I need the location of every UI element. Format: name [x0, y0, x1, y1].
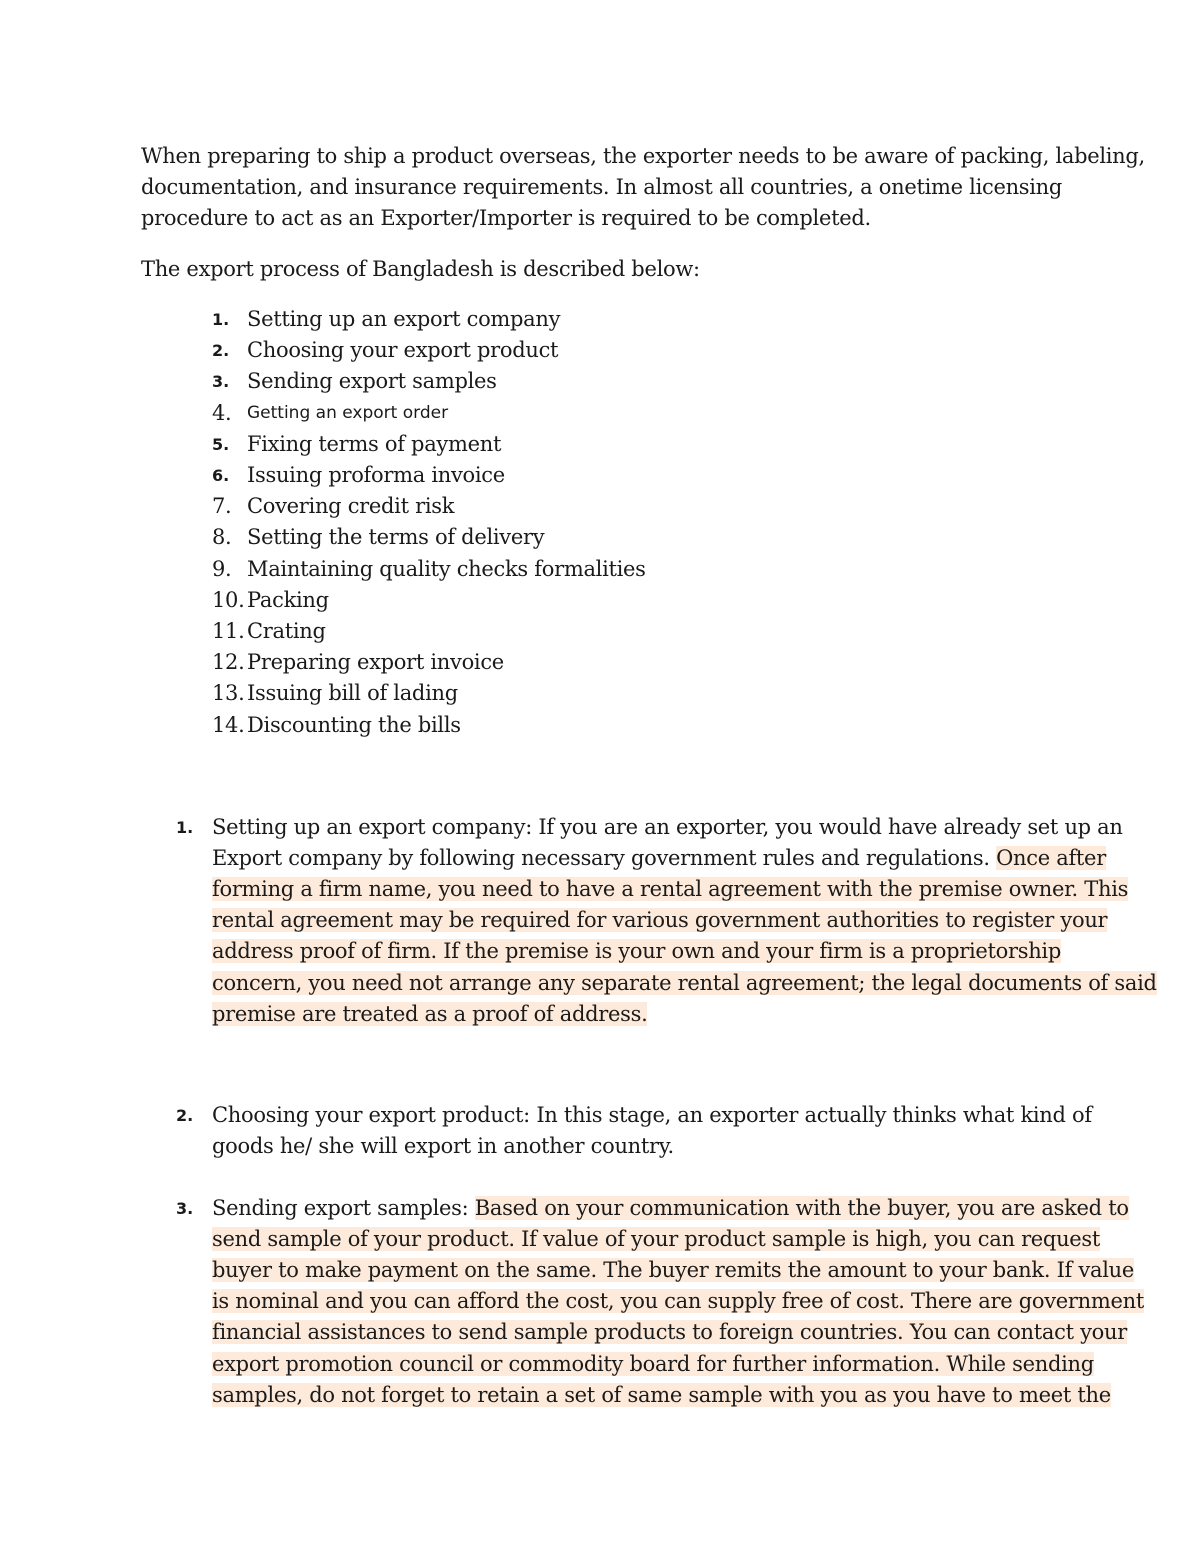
list-item-number: 7.: [212, 494, 232, 518]
section-line: [212, 874, 1128, 905]
section-text: Export company by following necessary government rules and regulations.: [212, 846, 997, 870]
highlighted-text: premise are treated as a proof of address.: [212, 1002, 648, 1026]
section-line: [212, 1286, 1144, 1317]
list-item-label: Issuing bill of lading: [247, 681, 458, 705]
intro-line: documentation, and insurance requirements. In almost all countries, a onetime licensing: [141, 175, 1063, 199]
list-item-label: Fixing terms of payment: [247, 432, 502, 456]
list-item-number: 5.: [212, 435, 230, 454]
section-line: [212, 1380, 1111, 1411]
list-item-label: Setting up an export company: [247, 307, 561, 331]
highlighted-text: forming a firm name, you need to have a rental agreement with the premise owner. This: [212, 877, 1129, 901]
section-line: [212, 905, 1107, 936]
section-number: 3.: [176, 1199, 194, 1218]
list-item-label: Maintaining quality checks formalities: [247, 557, 646, 581]
list-item-number: 14.: [212, 713, 245, 737]
list-item-number: 6.: [212, 466, 230, 485]
section-line: [212, 936, 1061, 967]
section-line: [212, 1193, 1129, 1224]
list-item-label: Setting the terms of delivery: [247, 525, 545, 549]
list-item-number: 9.: [212, 557, 232, 581]
highlighted-text: concern, you need not arrange any separate rental agreement; the legal documents of said: [212, 971, 1157, 995]
section-text: goods he/ she will export in another country.: [212, 1134, 674, 1158]
highlighted-text: buyer to make payment on the same. The buyer remits the amount to your bank. If value: [212, 1258, 1134, 1282]
section-number: 1.: [176, 818, 194, 837]
highlighted-text: rental agreement may be required for various government authorities to register your: [212, 908, 1108, 932]
section-text: Setting up an export company: If you are an exporter, you would have already set up an: [212, 815, 1123, 839]
highlighted-text: send sample of your product. If value of your product sample is high, you can request: [212, 1227, 1101, 1251]
list-item-label: Discounting the bills: [247, 713, 461, 737]
list-item-label: Choosing your export product: [247, 338, 559, 362]
section-line: [212, 1131, 674, 1162]
list-item-label: Getting an export order: [247, 403, 449, 423]
list-item-number: 4.: [212, 401, 232, 425]
list-item-number: 8.: [212, 525, 232, 549]
list-item-label: Sending export samples: [247, 369, 497, 393]
section-line: [212, 1317, 1127, 1348]
list-item-number: 12.: [212, 650, 245, 674]
section-line: [212, 968, 1157, 999]
highlighted-text: samples, do not forget to retain a set of same sample with you as you have to meet the: [212, 1383, 1111, 1407]
section-line: [212, 1349, 1094, 1380]
highlighted-text: financial assistances to send sample products to foreign countries. You can contact your: [212, 1320, 1127, 1344]
highlighted-text: export promotion council or commodity board for further information. While sending: [212, 1352, 1094, 1376]
highlighted-text: address proof of firm. If the premise is your own and your firm is a proprietorship: [212, 939, 1061, 963]
list-item-label: Crating: [247, 619, 326, 643]
section-line: [212, 1100, 1092, 1131]
list-item-number: 3.: [212, 372, 230, 391]
section-number: 2.: [176, 1106, 194, 1125]
highlighted-text: Based on your communication with the buyer, you are asked to: [474, 1196, 1129, 1220]
section-line: [212, 1255, 1134, 1286]
section-text: Sending export samples:: [212, 1196, 475, 1220]
section-text: Choosing your export product: In this stage, an exporter actually thinks what kind of: [212, 1103, 1092, 1127]
intro-line: When preparing to ship a product overseas, the exporter needs to be aware of packing, labeling,: [141, 144, 1145, 168]
list-item-number: 11.: [212, 619, 245, 643]
list-item-number: 13.: [212, 681, 245, 705]
list-item-label: Covering credit risk: [247, 494, 455, 518]
section-line: [212, 812, 1123, 843]
intro-line: procedure to act as an Exporter/Importer is required to be completed.: [141, 206, 871, 230]
list-item-label: Issuing proforma invoice: [247, 463, 505, 487]
section-line: [212, 1224, 1100, 1255]
list-item-number: 1.: [212, 310, 230, 329]
section-line: [212, 843, 1106, 874]
list-item-label: Packing: [247, 588, 329, 612]
list-item-number: 10.: [212, 588, 245, 612]
lead-text: The export process of Bangladesh is described below:: [141, 257, 700, 281]
highlighted-text: Once after: [996, 846, 1106, 870]
highlighted-text: is nominal and you can afford the cost, you can supply free of cost. There are government: [212, 1289, 1145, 1313]
section-line: [212, 999, 647, 1030]
list-item-number: 2.: [212, 341, 230, 360]
list-item-label: Preparing export invoice: [247, 650, 504, 674]
